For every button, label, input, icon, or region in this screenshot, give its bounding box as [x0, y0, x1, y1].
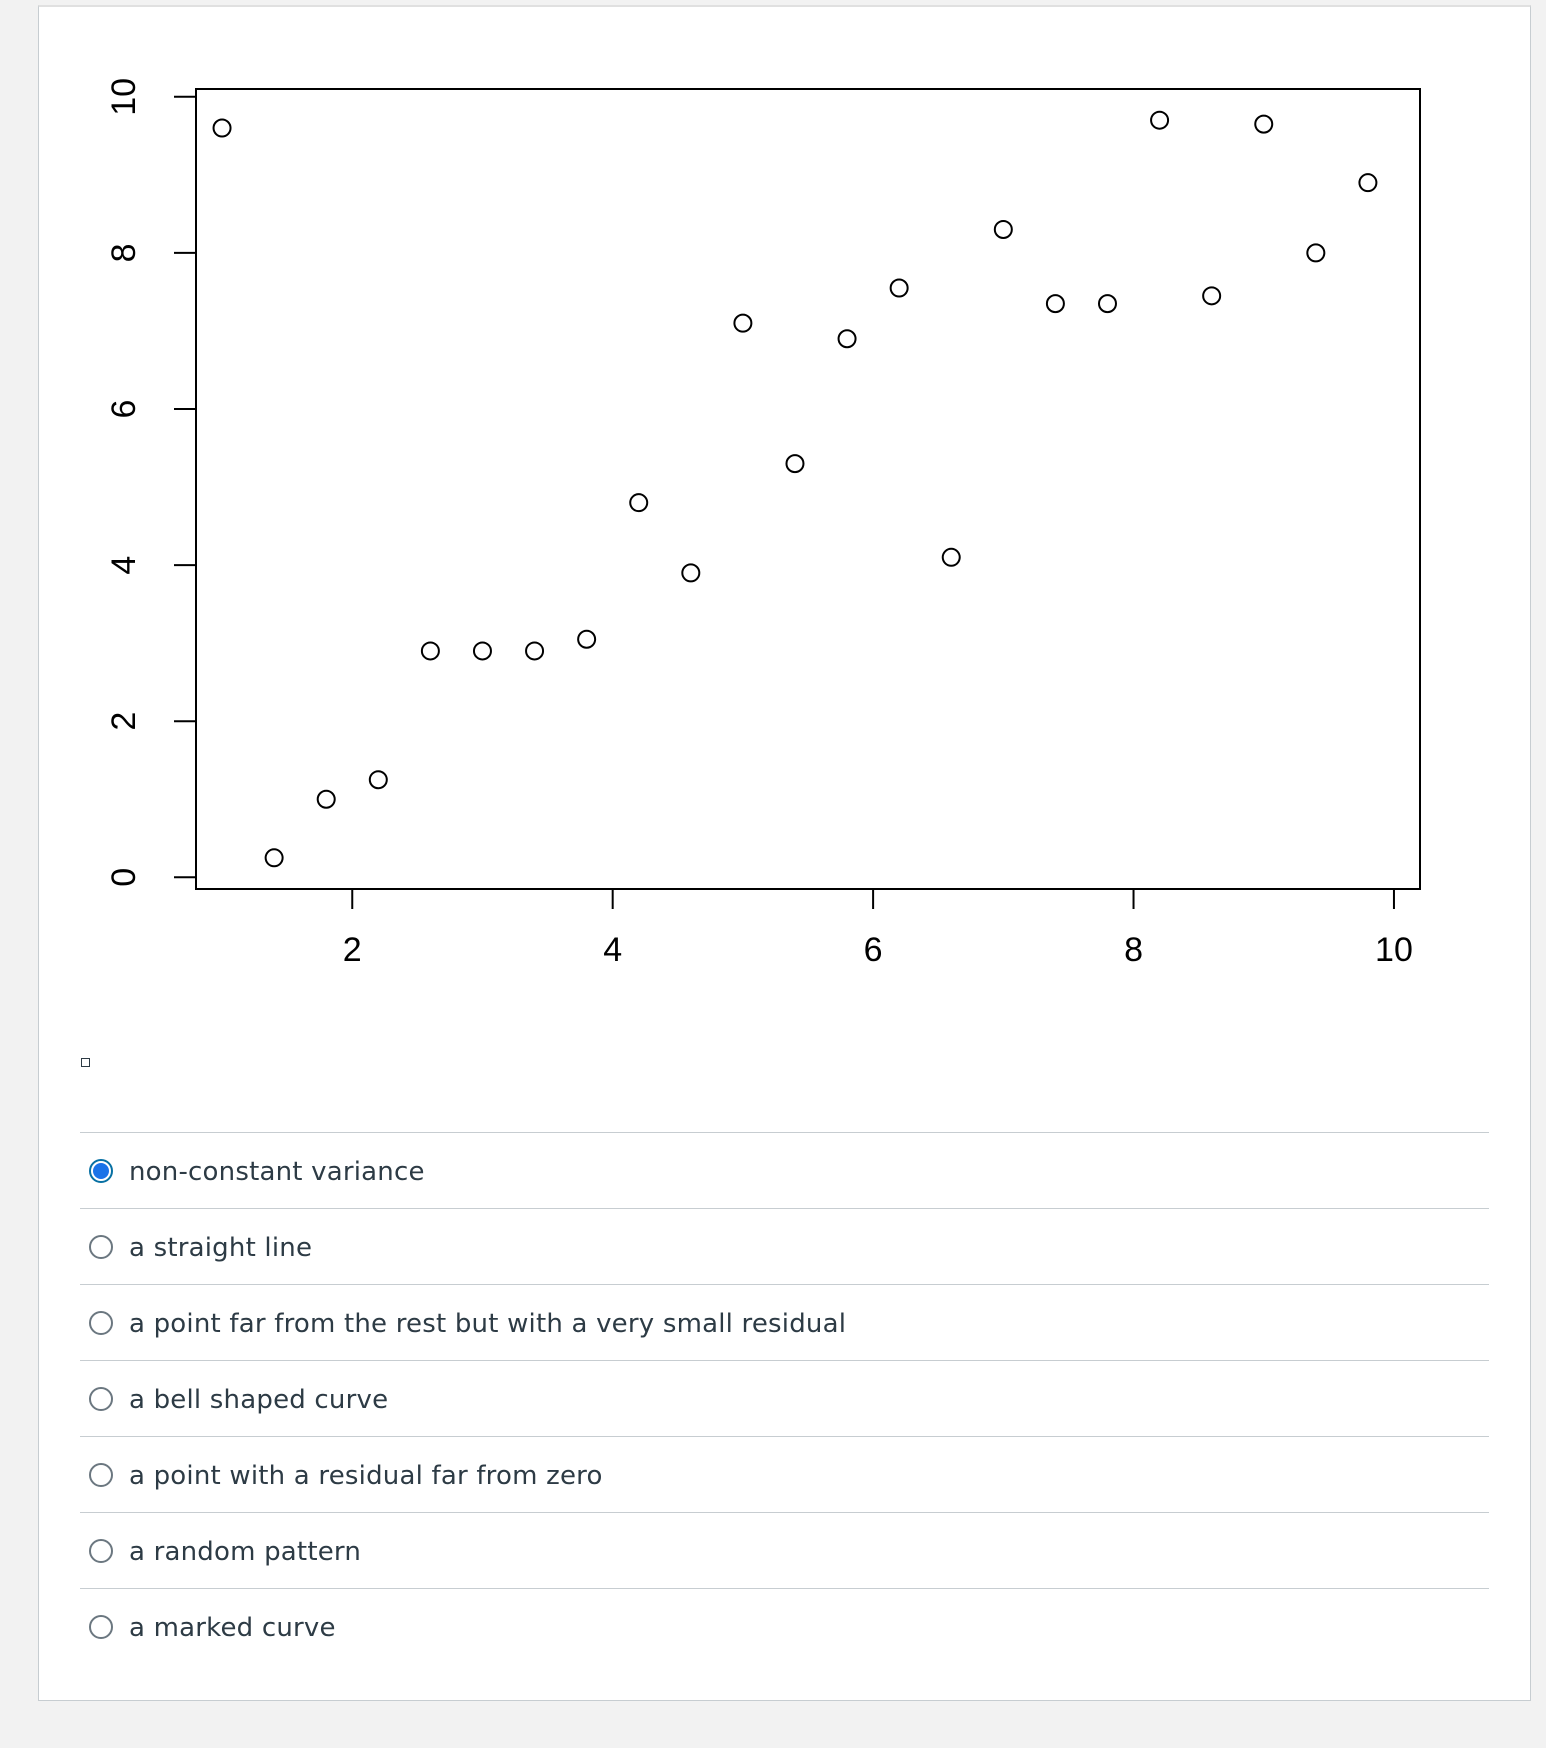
answer-label: a bell shaped curve	[129, 1384, 389, 1415]
x-tick-label: 8	[1124, 931, 1143, 969]
y-tick-label: 4	[105, 555, 143, 575]
radio-button[interactable]	[89, 1311, 113, 1335]
y-tick-label: 6	[105, 399, 143, 419]
data-point	[370, 771, 387, 788]
answer-label: a random pattern	[129, 1536, 362, 1567]
data-point	[786, 455, 803, 472]
question-card	[38, 5, 1531, 1701]
data-point	[943, 549, 960, 566]
answer-option[interactable]	[80, 1360, 1489, 1436]
answer-option[interactable]	[80, 1588, 1489, 1664]
radio-button[interactable]	[89, 1539, 113, 1563]
y-tick-label: 0	[105, 867, 143, 887]
data-point	[1203, 287, 1220, 304]
data-point	[266, 849, 283, 866]
answer-option[interactable]	[80, 1208, 1489, 1284]
data-point	[891, 280, 908, 297]
radio-button[interactable]	[89, 1235, 113, 1259]
data-point	[474, 642, 491, 659]
data-point	[422, 642, 439, 659]
answer-option[interactable]	[80, 1512, 1489, 1588]
data-point	[682, 564, 699, 581]
scatter-plot	[39, 7, 1532, 1017]
data-point	[630, 494, 647, 511]
radio-button[interactable]	[89, 1159, 113, 1183]
y-tick-label: 8	[105, 243, 143, 263]
radio-button[interactable]	[89, 1615, 113, 1639]
answer-label: a marked curve	[129, 1612, 336, 1643]
data-point	[1047, 295, 1064, 312]
radio-button[interactable]	[89, 1387, 113, 1411]
x-tick-label: 6	[863, 931, 883, 969]
data-point	[995, 221, 1012, 238]
y-tick-label: 10	[105, 77, 143, 116]
answer-label: a straight line	[129, 1232, 313, 1263]
data-point	[734, 315, 751, 332]
plot-ticks	[105, 78, 1413, 969]
data-point	[1151, 112, 1168, 129]
y-tick-label: 2	[105, 711, 143, 731]
x-tick-label: 2	[342, 931, 362, 969]
data-point	[578, 631, 595, 648]
answer-option[interactable]	[80, 1132, 1489, 1208]
data-point	[1099, 295, 1116, 312]
data-point	[1307, 244, 1324, 261]
data-point	[214, 120, 231, 137]
answer-option[interactable]	[80, 1284, 1489, 1360]
answer-label: non-constant variance	[129, 1156, 425, 1187]
plot-points	[214, 112, 1377, 867]
x-tick-label: 4	[603, 931, 623, 969]
x-tick-label: 10	[1375, 931, 1413, 969]
data-point	[839, 330, 856, 347]
data-point	[318, 791, 335, 808]
radio-button[interactable]	[89, 1463, 113, 1487]
answer-label: a point with a residual far from zero	[129, 1460, 603, 1491]
plot-frame	[196, 89, 1420, 889]
data-point	[526, 642, 543, 659]
answer-options	[80, 1132, 1489, 1664]
answer-label: a point far from the rest but with a very small residual	[129, 1308, 847, 1339]
data-point	[1359, 174, 1376, 191]
data-point	[1255, 116, 1272, 133]
image-placeholder-icon	[81, 1058, 90, 1067]
answer-option[interactable]	[80, 1436, 1489, 1512]
plot-axes	[196, 89, 1420, 889]
